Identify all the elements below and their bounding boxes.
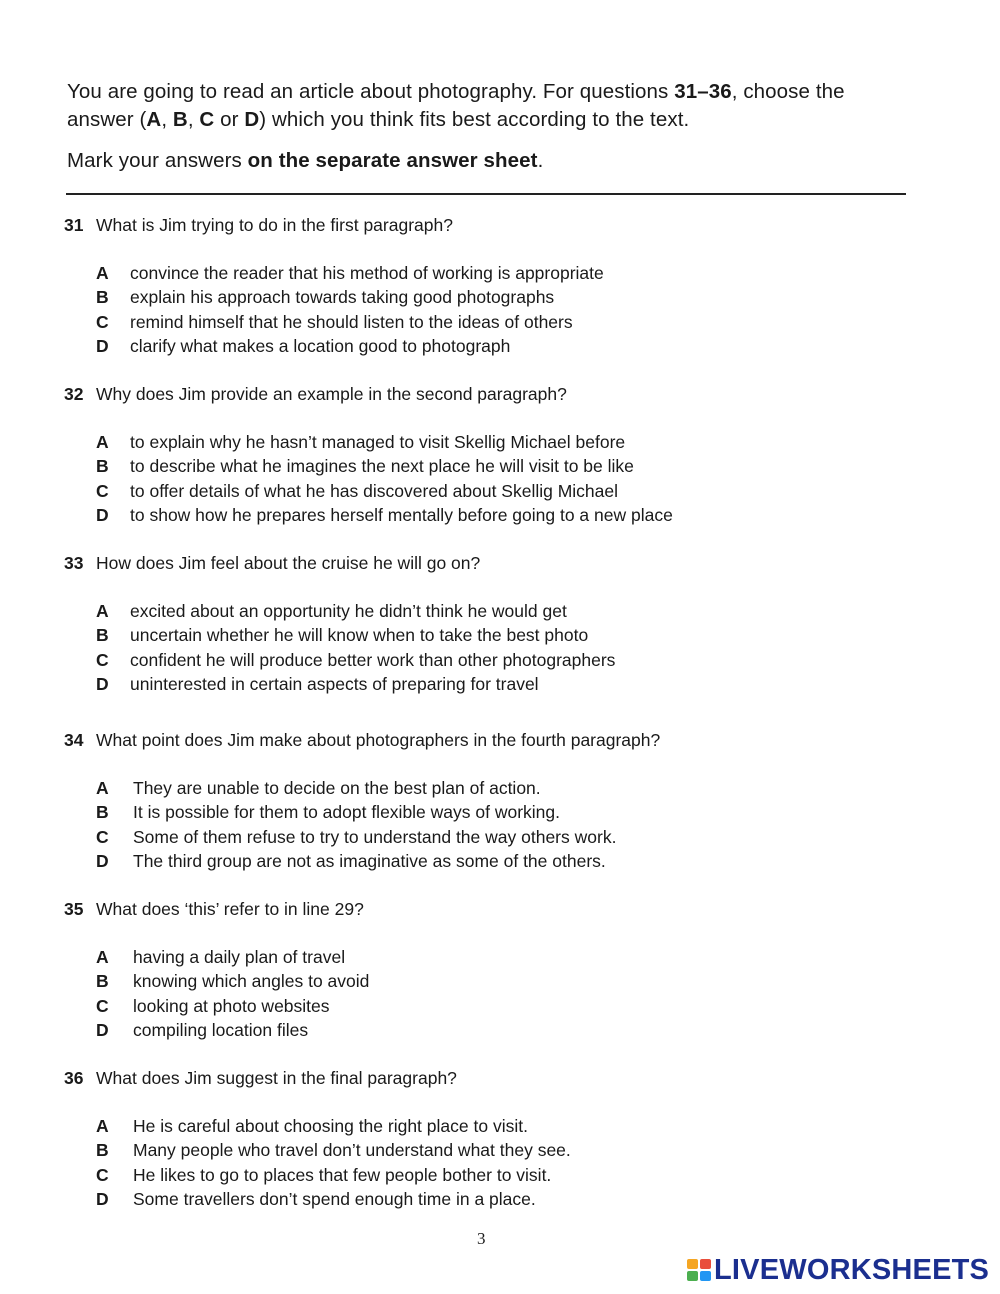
option-b[interactable]: B Many people who travel don’t understand what they see. (96, 1140, 571, 1161)
question-number: 33 (64, 553, 84, 573)
option-c[interactable]: C Some of them refuse to try to understand the way others work. (96, 826, 617, 847)
option-d[interactable]: D The third group are not as imaginative as some of the others. (96, 850, 606, 871)
option-a[interactable]: A He is careful about choosing the right place to visit. (96, 1116, 528, 1136)
watermark-text: LIVEWORKSHEETS (714, 1253, 990, 1286)
question-number: 34 (64, 730, 84, 750)
option-b[interactable]: B It is possible for them to adopt flexible ways of working. (96, 802, 561, 823)
question-text: What does ‘this’ refer to in line 29? (96, 899, 364, 919)
answer-sheet-note: Mark your answers on the separate answer sheet. (67, 149, 544, 172)
option-b[interactable]: B explain his approach towards taking good photographs (96, 287, 555, 308)
liveworksheets-watermark (686, 1252, 989, 1288)
option-c[interactable]: C He likes to go to places that few people bother to visit. (96, 1164, 552, 1185)
question-number: 36 (64, 1068, 84, 1088)
question-number: 31 (64, 215, 84, 235)
question-text: What does Jim suggest in the final paragraph? (96, 1068, 457, 1088)
option-d[interactable]: D to show how he prepares herself mentally before going to a new place (96, 504, 673, 525)
option-a[interactable]: A convince the reader that his method of working is appropriate (96, 263, 604, 283)
instructions (67, 78, 917, 175)
option-a[interactable]: A having a daily plan of travel (96, 947, 346, 967)
page-number: 3 (477, 1229, 486, 1248)
option-a[interactable]: A excited about an opportunity he didn’t think he would get (96, 601, 567, 621)
option-b[interactable]: B knowing which angles to avoid (96, 971, 370, 992)
question-number: 35 (64, 899, 84, 919)
question-text: Why does Jim provide an example in the second paragraph? (96, 384, 567, 404)
option-b[interactable]: B uncertain whether he will know when to take the best photo (96, 625, 589, 646)
question-text: What point does Jim make about photographers in the fourth paragraph? (96, 730, 661, 750)
question-31 (64, 213, 944, 358)
option-c[interactable]: C looking at photo websites (96, 995, 330, 1016)
question-text: How does Jim feel about the cruise he will go on? (96, 553, 481, 573)
option-c[interactable]: C confident he will produce better work than other photographers (96, 649, 616, 670)
option-d[interactable]: D compiling location files (96, 1019, 309, 1040)
divider-line (66, 193, 906, 195)
instructions-paragraph: You are going to read an article about photography. For questions 31–36, choose the answer (A, B, C or D) which you think fits best according to the text. (67, 80, 845, 131)
option-d[interactable]: D clarify what makes a location good to photograph (96, 335, 511, 356)
question-32 (64, 382, 944, 527)
option-b[interactable]: B to describe what he imagines the next place he will visit to be like (96, 456, 634, 477)
question-36 (64, 1066, 944, 1211)
question-number: 32 (64, 384, 84, 404)
option-c[interactable]: C remind himself that he should listen to the ideas of others (96, 311, 573, 332)
question-35 (64, 897, 944, 1042)
option-d[interactable]: D Some travellers don’t spend enough time in a place. (96, 1188, 536, 1209)
question-range: 31–36 (674, 80, 732, 103)
question-34 (64, 728, 944, 873)
option-d[interactable]: D uninterested in certain aspects of preparing for travel (96, 673, 539, 694)
liveworksheets-logo-icon (686, 1258, 712, 1282)
question-text: What is Jim trying to do in the first paragraph? (96, 215, 453, 235)
option-a[interactable]: A to explain why he hasn’t managed to visit Skellig Michael before (96, 432, 626, 452)
question-33 (64, 551, 944, 696)
option-a[interactable]: A They are unable to decide on the best plan of action. (96, 778, 541, 798)
option-c[interactable]: C to offer details of what he has discovered about Skellig Michael (96, 480, 619, 501)
